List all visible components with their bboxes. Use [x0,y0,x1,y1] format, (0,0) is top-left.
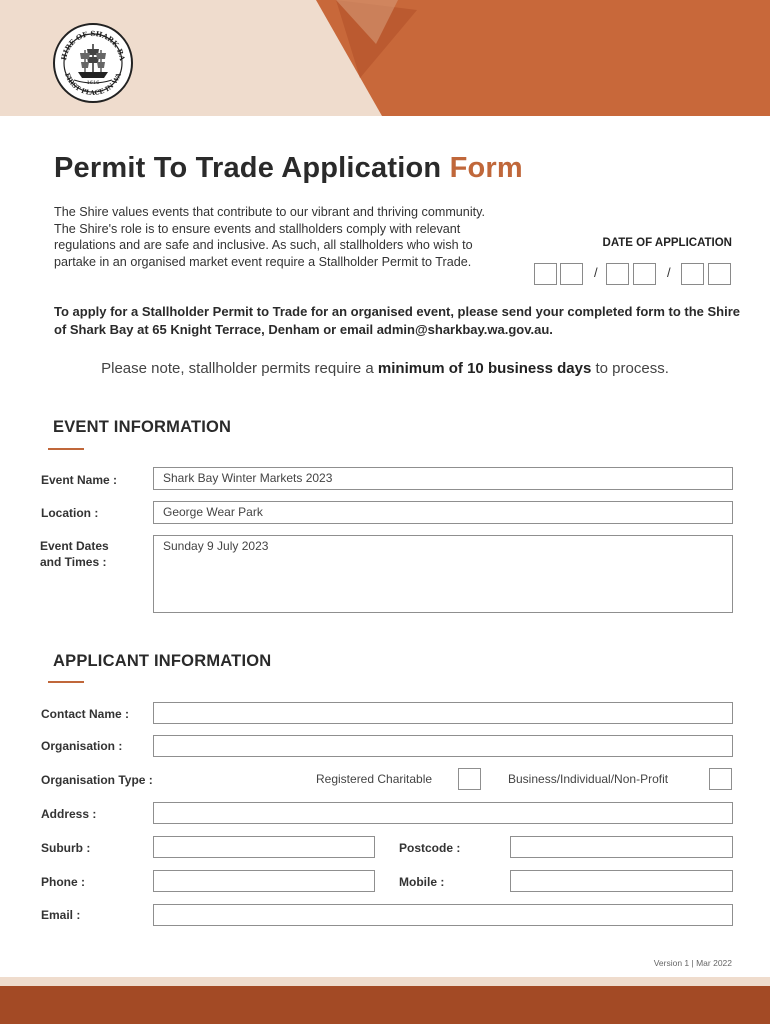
business-individual-checkbox[interactable] [709,768,732,790]
suburb-input[interactable] [153,836,375,858]
location-label: Location : [41,506,99,520]
section-underline [48,448,84,450]
location-input[interactable]: George Wear Park [153,501,733,524]
date-month-digit-1[interactable] [606,263,629,285]
page-title [54,152,523,185]
event-dates-label-line2: and Times : [40,555,107,569]
suburb-label: Suburb : [41,841,91,855]
shire-seal-icon [52,22,134,104]
apply-instructions: To apply for a Stallholder Permit to Trade for an organised event, please send your completed form to the Shire of Shark Bay at 65 Knight Terrace, Denham or email admin@sharkbay.wa.gov.au. [54,304,741,337]
organisation-type-label: Organisation Type : [41,773,153,787]
phone-input[interactable] [153,870,375,892]
email-label: Email : [41,908,81,922]
event-name-label: Event Name : [41,473,118,487]
intro-paragraph: The Shire values events that contribute to our vibrant and thriving community. The Shire's role is to ensure events and stallholders comply with relevant regulations and are safe and inclusive. As such, all stallholders who wish to partake in an organised market event require a Stallholder Permit to Trade. [54,205,485,269]
organisation-input[interactable] [153,735,733,757]
date-of-application-label: DATE OF APPLICATION [602,237,732,249]
event-section-heading: EVENT INFORMATION [53,418,232,436]
phone-label: Phone : [41,875,85,889]
date-year-digit-1[interactable] [681,263,704,285]
event-dates-textarea[interactable]: Sunday 9 July 2023 [153,535,733,613]
email-input[interactable] [153,904,733,926]
option-registered-charitable-label: Registered Charitable [316,772,433,786]
note-bold: minimum of 10 business days [377,360,592,377]
date-separator: / [594,265,598,280]
event-name-input[interactable]: Shark Bay Winter Markets 2023 [153,467,733,490]
mobile-label: Mobile : [399,875,445,889]
svg-text:1616: 1616 [86,80,100,86]
version-text: Version 1 | Mar 2022 [653,958,732,968]
title-main: Permit To Trade Application [54,152,442,184]
svg-text:SHIRE OF SHARK BAY: HIRE OF SHARK BA [59,28,127,62]
date-day-digit-2[interactable] [560,263,583,285]
address-label: Address : [41,807,97,821]
address-input[interactable] [153,802,733,824]
event-dates-label [40,538,109,570]
contact-name-input[interactable] [153,702,733,724]
note-prefix: Please note, stallholder permits require a [101,360,378,377]
contact-name-label: Contact Name : [41,707,130,721]
applicant-section-heading: APPLICANT INFORMATION [53,652,272,670]
mobile-input[interactable] [510,870,733,892]
organisation-label: Organisation : [41,739,123,753]
footer-band-light [0,977,770,986]
postcode-input[interactable] [510,836,733,858]
registered-charitable-checkbox[interactable] [458,768,481,790]
option-business-label: Business/Individual/Non-Profit [508,772,669,786]
date-month-digit-2[interactable] [633,263,656,285]
date-year-digit-2[interactable] [708,263,731,285]
note-suffix: to process. [591,360,669,377]
footer-band-dark [0,986,770,1024]
date-separator: / [667,265,671,280]
processing-note [0,360,770,377]
svg-text:FIRST PLACE IN WA: FIRST PLACE IN WA [63,71,123,98]
title-accent: Form [449,152,523,184]
postcode-label: Postcode : [399,841,461,855]
section-underline [48,681,84,683]
date-day-digit-1[interactable] [534,263,557,285]
event-dates-label-line1: Event Dates [40,539,109,553]
